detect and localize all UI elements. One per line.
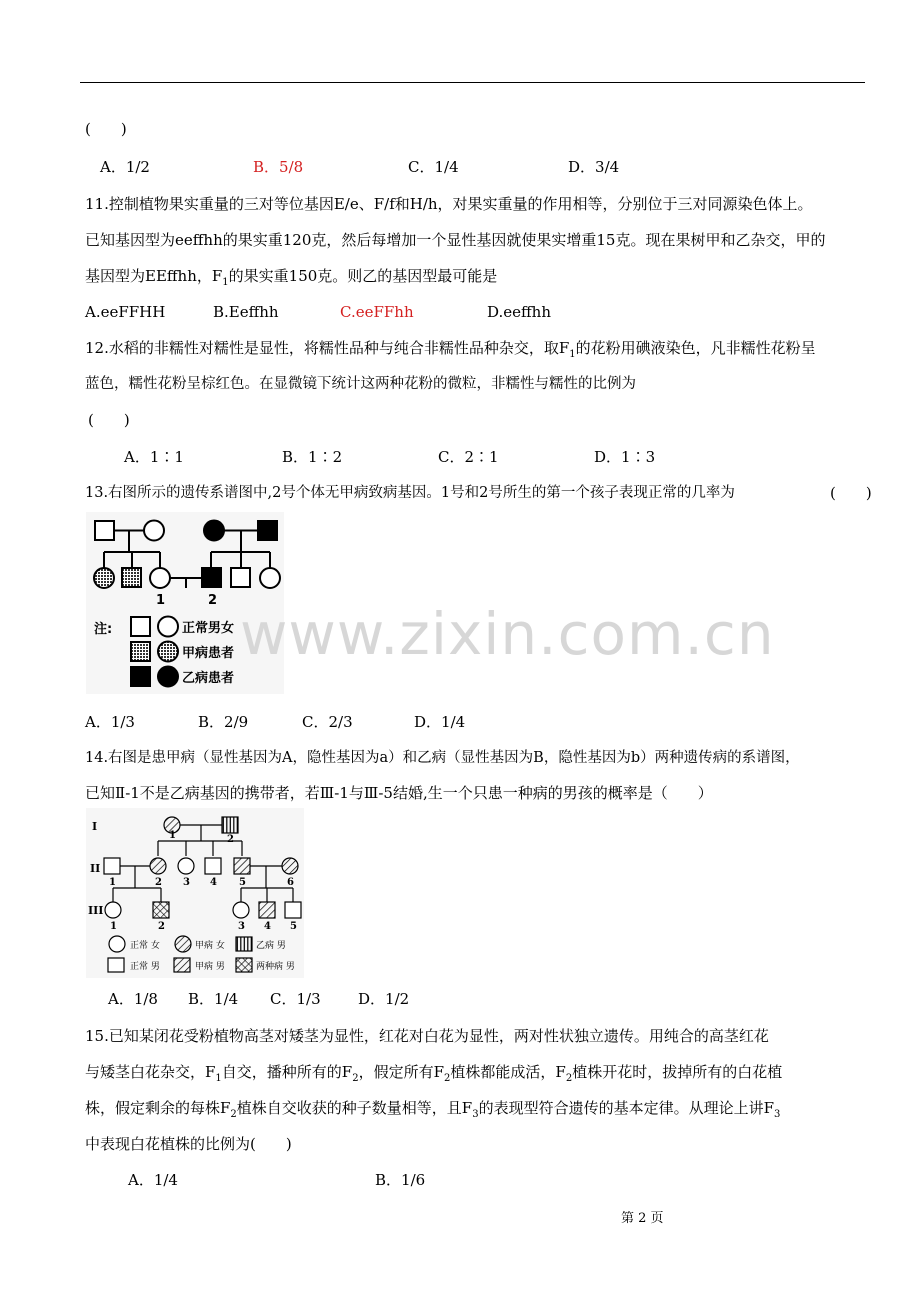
q14-line2: 已知Ⅱ-1不是乙病基因的携带者，若Ⅲ-1与Ⅲ-5结婚,生一个只患一种病的男孩的概率是（ ） [85,784,713,802]
q15-option-b: B．1/6 [375,1171,426,1189]
q13-individual-2 [202,568,221,587]
q14-II-6 [282,858,298,874]
q13-legend-disease-b: 乙病患者 [182,671,235,686]
q11-line1: 11.控制植物果实重量的三对等位基因E/e、F/f和H/h，对果实重量的作用相等，分别位于三对同源染色体上。 [85,195,813,213]
q11-option-b: B.Eeffhh [213,303,279,321]
q14-II-4 [205,858,221,874]
q14-label-II-1: 1 [109,877,116,888]
header-rule [80,82,865,83]
q11-option-d: D.eeffhh [487,303,551,321]
q14-label-III-4: 4 [264,921,271,932]
q13-label-1: 1 [156,593,166,608]
q13-option-d: D．1/4 [414,713,466,731]
q14-III-5 [285,902,301,918]
q14-III-4 [259,902,275,918]
q14-label-III-1: 1 [110,921,117,932]
q14-label-I-1: 1 [169,830,176,841]
q14-legend-b-male: 乙病 男 [256,941,286,951]
q14-option-c: C．1/3 [270,990,321,1008]
q13-legend-normal: 正常男女 [182,621,235,636]
q14-legend-a-female: 甲病 女 [195,941,225,951]
q15-line4: 中表现白花植株的比例为( ) [85,1135,292,1153]
q14-III-3 [233,902,249,918]
q14-III-1 [105,902,121,918]
q14-pedigree-figure [86,808,304,978]
q13-option-a: A．1/3 [85,713,135,731]
q14-legend-normal-male: 正常 男 [130,962,160,972]
q15-line2: 与矮茎白花杂交，$F_1$自交，播种所有的$F_2$，假定所有$F_2$植株都能成活，$F_2$植株开花时，拔掉所有的白花植 [85,1063,783,1084]
q13-normal-female-sib [260,568,280,588]
q14-legend-a-male: 甲病 男 [195,962,225,972]
q14-II-3 [178,858,194,874]
q12-option-a: A．1∶1 [124,448,184,466]
q14-II-2 [150,858,166,874]
q13-option-b: B．2/9 [198,713,249,731]
q14-label-II-3: 3 [183,877,190,888]
q14-label-I-2: 2 [227,834,234,845]
q14-option-d: D．1/2 [358,990,410,1008]
q10-option-c: C．1/4 [408,158,459,176]
q11-line2: 已知基因型为eeffhh的果实重120克，然后每增加一个显性基因就使果实增重15克。现在果树甲和乙杂交，甲的 [85,231,826,249]
q12-answer-paren: ( ) [88,411,130,429]
q14-legend-both-male: 两种病 男 [256,962,295,972]
q13-individual-1 [150,568,170,588]
q10-answer-paren: ( ) [85,120,127,138]
q13-disease-a-male [122,568,141,587]
q12-option-d: D．1∶3 [594,448,656,466]
q12-option-c: C．2∶1 [438,448,499,466]
q14-label-III-2: 2 [158,921,165,932]
q15-option-a: A．1/4 [128,1171,178,1189]
q13-normal-male [95,521,114,540]
q14-label-II-5: 5 [239,877,246,888]
q13-normal-male-sib [231,568,250,587]
q15-line1: 15.已知某闭花受粉植物高茎对矮茎为显性，红花对白花为显性，两对性状独立遗传。用纯合的高茎红花 [85,1027,769,1045]
q13-option-c: C．2/3 [302,713,353,731]
watermark: www.zixin.com.cn [240,600,775,668]
q10-option-a: A．1/2 [100,158,150,176]
q10-option-b: B．5/8 [253,158,304,176]
q13-answer-paren: ( ) [830,484,872,502]
q14-gen-I: I [92,820,98,833]
q14-label-III-3: 3 [238,921,245,932]
q14-label-II-4: 4 [210,877,217,888]
q11-option-c: C.eeFFhh [340,303,414,321]
q12-option-b: B．1∶2 [282,448,343,466]
q14-III-2 [153,902,169,918]
q12-line2: 蓝色，糯性花粉呈棕红色。在显微镜下统计这两种花粉的微粒，非糯性与糯性的比例为 [85,376,636,392]
q14-II-5 [234,858,250,874]
q14-I-2 [222,817,238,833]
q14-gen-III: III [88,904,104,917]
q14-II-1 [104,858,120,874]
q13-legend-note: 注: [94,622,113,637]
q14-option-a: A．1/8 [108,990,158,1008]
q10-option-d: D．3/4 [568,158,620,176]
q14-option-b: B．1/4 [188,990,239,1008]
q13-disease-b-male [258,521,277,540]
q14-gen-II: II [90,862,101,875]
q13-disease-a-female [94,568,114,588]
page-number: 第 2 页 [621,1211,664,1226]
q13-disease-b-female [204,521,224,541]
q14-label-III-5: 5 [290,921,297,932]
q14-line1: 14.右图是患甲病（显性基因为A，隐性基因为a）和乙病（显性基因为B，隐性基因为b）两种遗传病的系谱图， [85,750,800,766]
q14-label-II-2: 2 [155,877,162,888]
q14-label-II-6: 6 [287,877,294,888]
q13-legend-disease-a: 甲病患者 [182,646,235,661]
q12-line1: 12.水稻的非糯性对糯性是显性，将糯性品种与纯合非糯性品种杂交，取$F_1$的花粉用碘液染色，凡非糯性花粉呈 [85,339,816,360]
q13-normal-female [144,521,164,541]
q13-line1: 13.右图所示的遗传系谱图中,2号个体无甲病致病基因。1号和2号所生的第一个孩子表现正常的几率为 [85,485,735,501]
q14-legend-normal-female: 正常 女 [130,941,160,951]
q15-line3: 株，假定剩余的每株$F_2$植株自交收获的种子数量相等，且$F_3$的表现型符合遗传的基本定律。从理论上讲$F_3$ [85,1099,781,1120]
q11-line3: 基因型为EEffhh，$F_1$的果实重150克。则乙的基因型最可能是 [85,267,498,288]
q13-label-2: 2 [208,593,218,608]
q11-option-a: A.eeFFHH [85,303,166,321]
